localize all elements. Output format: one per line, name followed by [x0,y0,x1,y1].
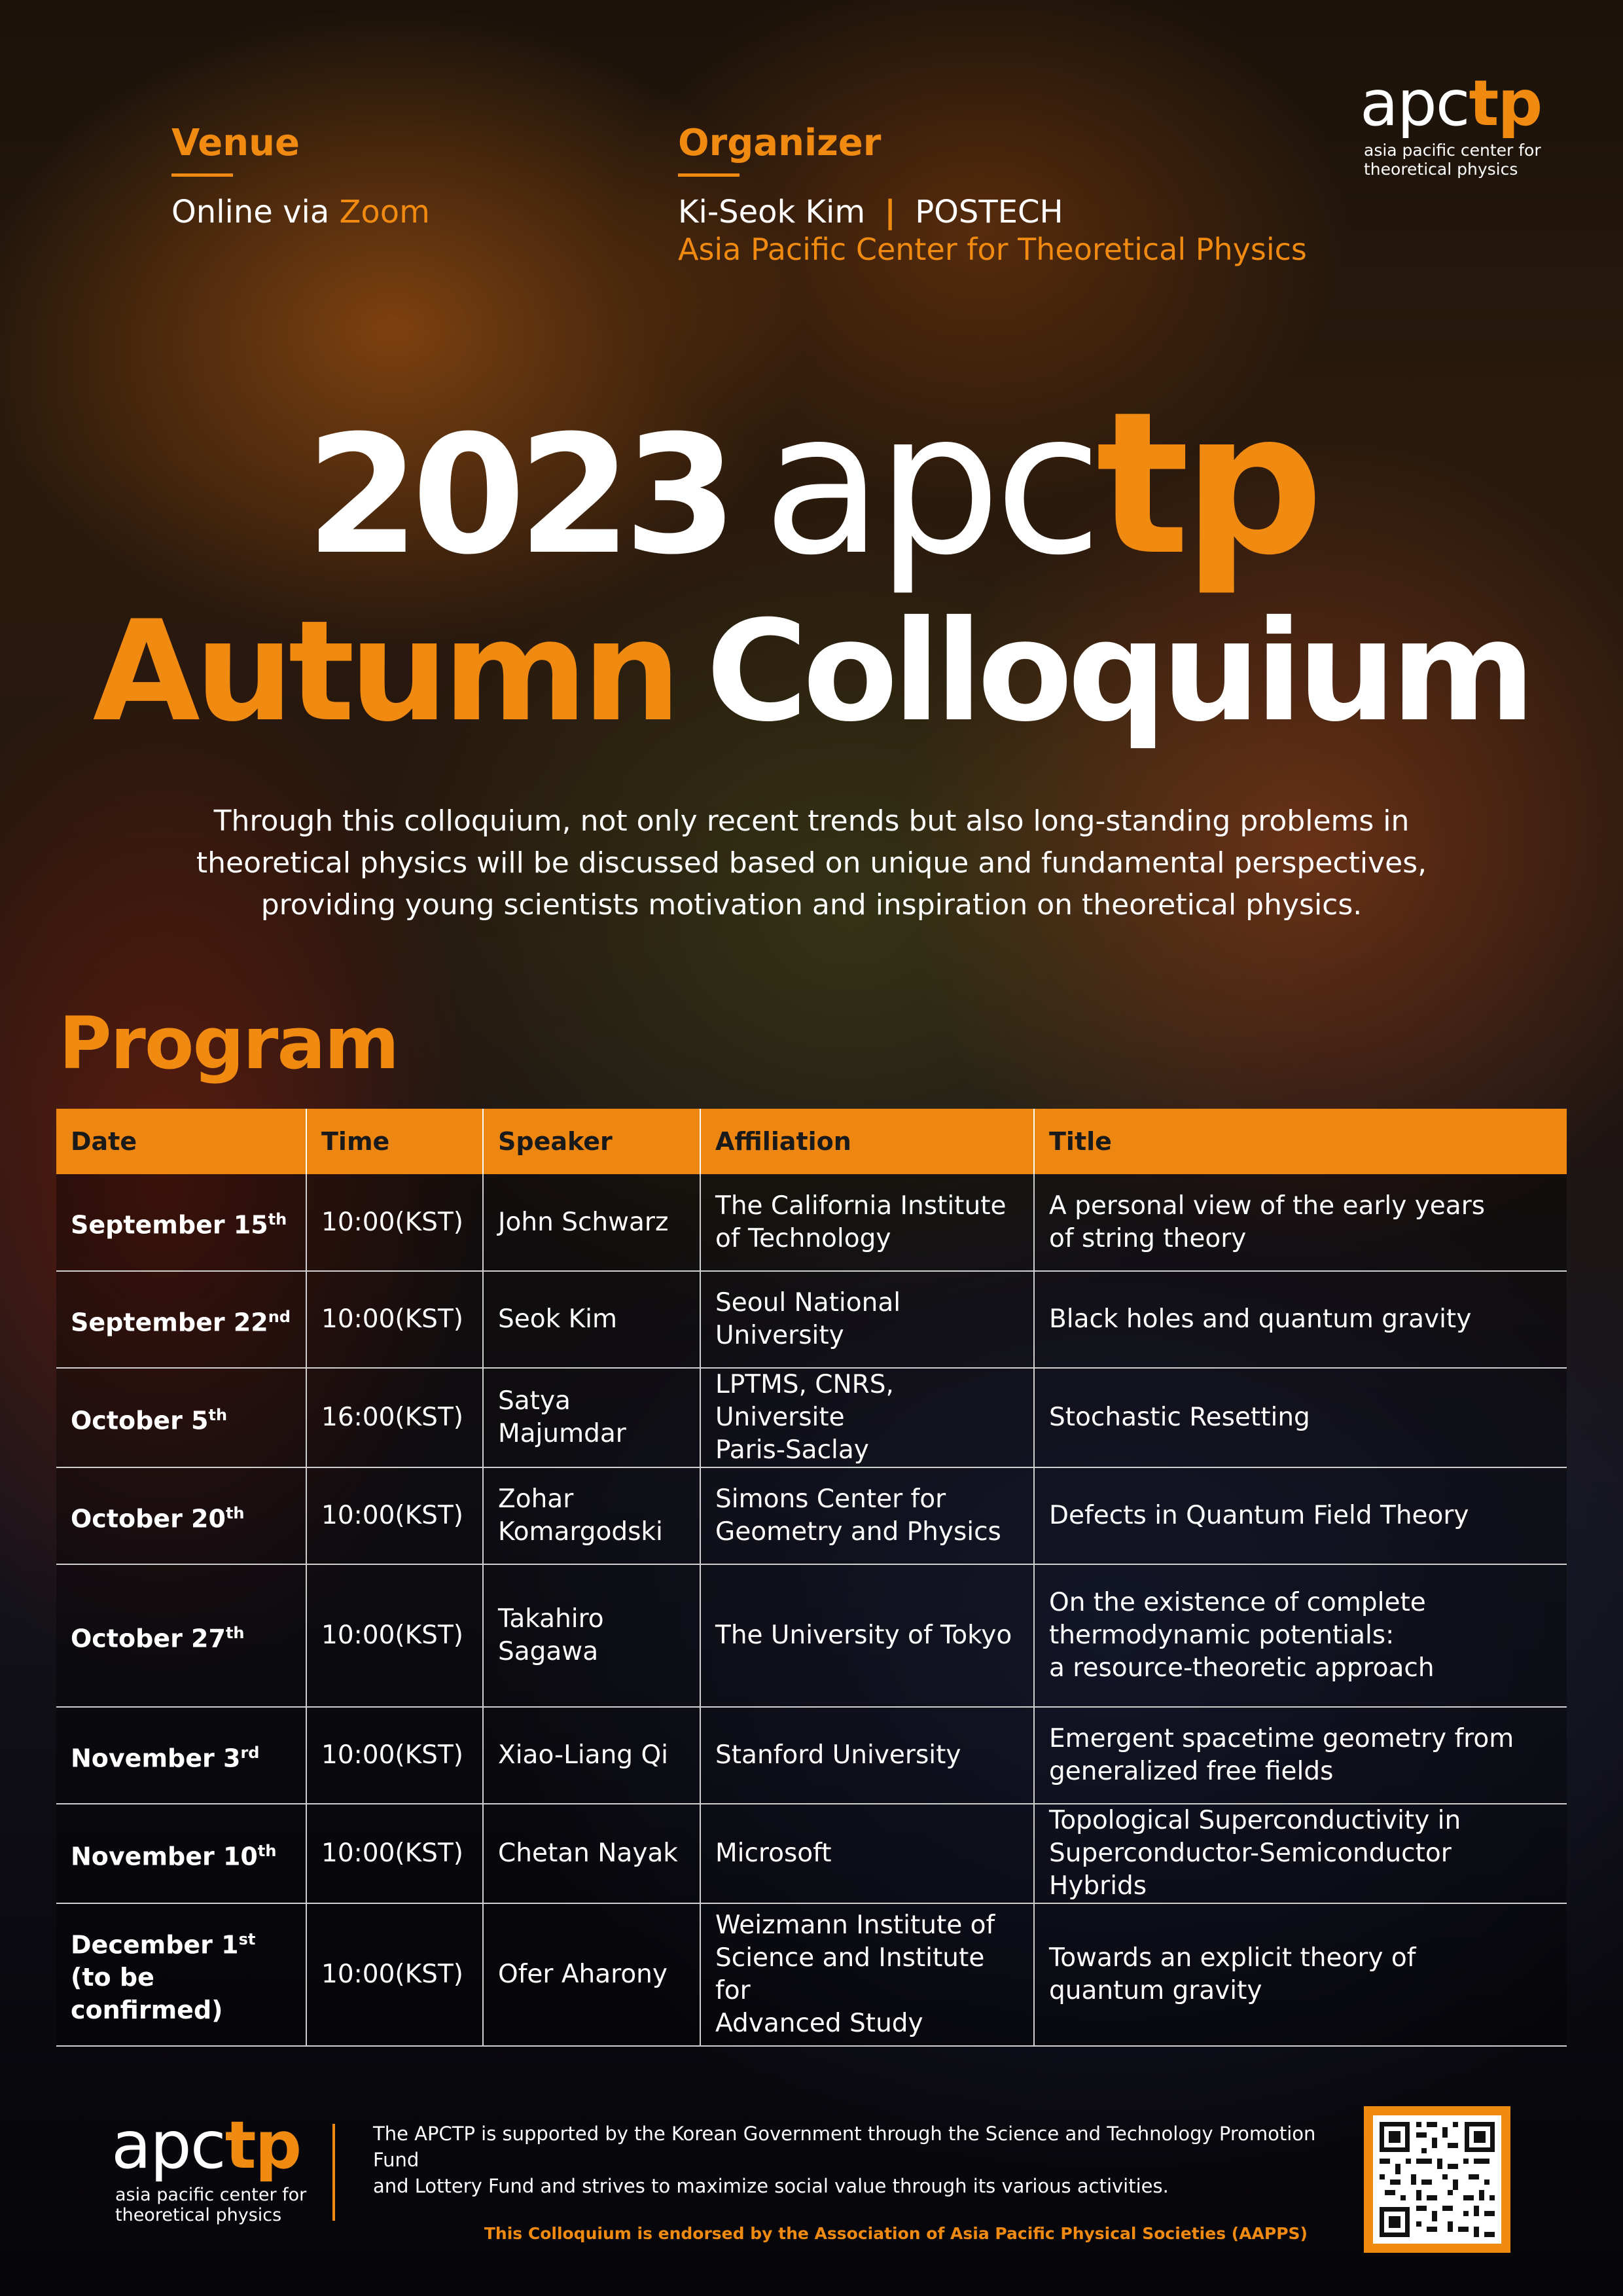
table-row [56,1368,1567,1467]
cell-date: December 1st (to be confirmed) [56,1903,306,2046]
cell-time: 10:00(KST) [306,1564,483,1707]
organizer-name: Ki-Seok Kim [678,194,866,230]
organizer-institution: POSTECH [915,194,1063,230]
cell-time: 10:00(KST) [306,1903,483,2046]
cell-date: November 10th [56,1804,306,1903]
column-header-date: Date [56,1109,306,1174]
cell-title: On the existence of complete thermodynamic potentials: a resource-theoretic approach [1034,1564,1567,1707]
table-row [56,1564,1567,1707]
footer-logo-tagline: asia pacific center for theoretical physics [115,2185,307,2226]
title-logo-apc: apc [762,370,1096,598]
cell-time: 10:00(KST) [306,1707,483,1804]
column-header-speaker: Speaker [483,1109,700,1174]
top-logo [1360,67,1576,179]
cell-date: September 15th [56,1174,306,1271]
cell-affiliation: The California Institute of Technology [700,1174,1034,1271]
title-year: 2023 [306,400,730,590]
footer-endorsement: This Colloquium is endorsed by the Association of Asia Pacific Physical Societies (AAPPS) [484,2224,1308,2243]
cell-title: Topological Superconductivity in Superconductor-Semiconductor Hybrids [1034,1804,1567,1903]
program-heading: Program [59,1001,399,1085]
organizer-names [678,194,1332,230]
cell-time: 10:00(KST) [306,1804,483,1903]
cell-speaker: Takahiro Sagawa [483,1564,700,1707]
title-season: Autumn [92,590,676,752]
top-logo-wordmark: apctp [1360,67,1542,140]
cell-title: Black holes and quantum gravity [1034,1271,1567,1368]
table-row [56,1174,1567,1271]
venue-label: Venue [171,122,300,164]
cell-speaker: Xiao-Liang Qi [483,1707,700,1804]
footer-support-text: The APCTP is supported by the Korean Government through the Science and Technology Promotion Fund and Lottery Fund and strives to maximize social value through its various activities. [373,2123,1316,2197]
cell-date: October 27th [56,1564,306,1707]
organizer-rule [678,173,740,177]
title-line-2 [0,590,1623,752]
cell-title: Stochastic Resetting [1034,1368,1567,1467]
zoom-link[interactable]: Zoom [339,194,430,230]
cell-affiliation: Stanford University [700,1707,1034,1804]
cell-date: September 22nd [56,1271,306,1368]
cell-affiliation: The University of Tokyo [700,1564,1034,1707]
cell-speaker: Satya Majumdar [483,1368,700,1467]
cell-date: October 5th [56,1368,306,1467]
cell-time: 10:00(KST) [306,1174,483,1271]
table-row [56,1903,1567,2046]
cell-time: 16:00(KST) [306,1368,483,1467]
cell-affiliation: LPTMS, CNRS, Universite Paris-Saclay [700,1368,1034,1467]
cell-title: Emergent spacetime geometry from generalized free fields [1034,1707,1567,1804]
cell-speaker: Zohar Komargodski [483,1467,700,1564]
venue-rule [171,173,233,177]
cell-title: A personal view of the early years of string theory [1034,1174,1567,1271]
cell-affiliation: Simons Center for Geometry and Physics [700,1467,1034,1564]
program-table-wrap [56,1109,1567,2047]
cell-affiliation: Seoul National University [700,1271,1034,1368]
organizer-center: Asia Pacific Center for Theoretical Physics [678,232,1307,267]
title-event: Colloquium [705,590,1531,752]
venue-section [171,122,616,230]
column-header-affiliation: Affiliation [700,1109,1034,1174]
title-line-1 [0,370,1623,598]
table-row [56,1804,1567,1903]
table-row [56,1707,1567,1804]
cell-speaker: Seok Kim [483,1271,700,1368]
footer-logo [111,2107,327,2226]
cell-speaker: Chetan Nayak [483,1804,700,1903]
organizer-section [678,122,1332,267]
cell-time: 10:00(KST) [306,1271,483,1368]
column-header-time: Time [306,1109,483,1174]
program-table [56,1109,1567,2047]
table-row [56,1467,1567,1564]
footer-divider [332,2124,335,2221]
table-row [56,1271,1567,1368]
cell-date: October 20th [56,1467,306,1564]
venue-text: Online via Zoom [171,194,430,230]
cell-affiliation: Weizmann Institute of Science and Institute for Advanced Study [700,1903,1034,2046]
cell-speaker: Ofer Aharony [483,1903,700,2046]
cell-speaker: John Schwarz [483,1174,700,1271]
title-logo-tp: tp [1096,370,1317,598]
organizer-label: Organizer [678,122,882,164]
cell-affiliation: Microsoft [700,1804,1034,1903]
intro-paragraph: Through this colloquium, not only recent trends but also long-standing problems in theoretical physics will be discussed based on unique and fundamental perspectives, providing young scientists motivation and inspiration on theoretical physics. [196,804,1427,922]
table-header-row [56,1109,1567,1174]
cell-time: 10:00(KST) [306,1467,483,1564]
cell-title: Defects in Quantum Field Theory [1034,1467,1567,1564]
organizer-separator: | [884,194,896,230]
cell-title: Towards an explicit theory of quantum gravity [1034,1903,1567,2046]
qr-code[interactable] [1364,2106,1510,2253]
top-logo-tagline: asia pacific center for theoretical physics [1364,141,1541,179]
qr-code-pattern [1373,2115,1501,2244]
footer-logo-wordmark: apctp [111,2107,301,2183]
cell-date: November 3rd [56,1707,306,1804]
column-header-title: Title [1034,1109,1567,1174]
